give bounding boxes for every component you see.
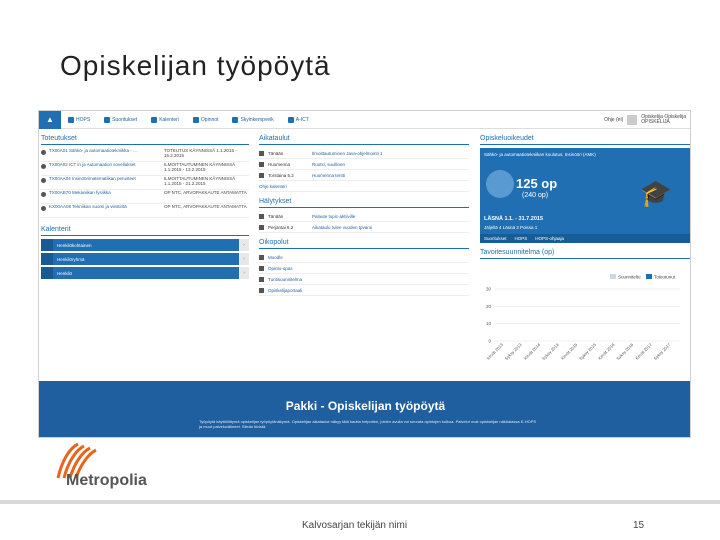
link-suoritukset[interactable]: Suoritukset xyxy=(484,236,507,241)
oikopolut-title: Oikopolut xyxy=(259,239,469,249)
y-tick-label: 0 xyxy=(488,338,491,344)
x-tick-label: Kevät 2016 xyxy=(597,342,616,361)
list-item[interactable]: Huomenna Ruotsi, suullinen xyxy=(259,159,469,170)
footer-rule xyxy=(0,500,720,504)
page-number: 15 xyxy=(633,520,645,531)
link-hops[interactable]: HOPS xyxy=(514,236,528,241)
shortcut-link[interactable]: Moodle xyxy=(259,252,469,263)
logo-text: Metropolia xyxy=(66,472,147,489)
x-tick-label: Syksy 2013 xyxy=(503,342,523,362)
list-icon xyxy=(259,214,264,219)
nav-item-hops[interactable]: HOPS xyxy=(61,111,97,129)
legend-swatch xyxy=(646,274,652,279)
nav-item-ict[interactable]: A-ICT xyxy=(281,111,316,129)
banner-body: Työpöytä käyttöliittymä opiskelijan työpöytänäkymä. Opiskelijan aikataulut näkyy tätä kautta helpoiten, joiden avulla voi seurata opintojen kulkua. Palvelut ovat opiskelijan näköalassa E-HOPS ja muut palveluvälineet. Sileän tiivistä. xyxy=(199,419,537,429)
user-icon xyxy=(288,117,294,123)
avatar xyxy=(627,115,637,125)
chevron-right-icon: › xyxy=(239,267,249,279)
link-icon xyxy=(259,255,264,260)
x-tick-label: Kevät 2013 xyxy=(485,342,505,361)
y-tick-label: 10 xyxy=(485,321,491,327)
author-name: Kalvosarjan tekijän nimi xyxy=(302,520,408,531)
x-tick-label: Kevät 2017 xyxy=(634,342,653,361)
calendar-icon xyxy=(259,173,264,178)
graduation-cap-icon: 🎓 xyxy=(639,178,672,208)
link-hops-ohjaaja[interactable]: HOPS-ohjaaja xyxy=(535,236,565,241)
y-tick-label: 20 xyxy=(485,303,491,309)
bar-chart-icon xyxy=(104,117,110,123)
list-item[interactable]: Tänään Ilmoittautuminen Java-ohjelmointi 1 xyxy=(259,148,469,159)
list-item[interactable]: KX00AA08 Tekniikan suomi ja viestintä OP NTC, ARVOPAKKAUTE ANTAMATTA xyxy=(41,204,249,218)
list-item[interactable]: Torstaina 5.2 Huomenna tentti xyxy=(259,170,469,181)
flag-icon xyxy=(232,117,238,123)
attendance-period: LÄSNÄ 1.1. - 31.7.2015 xyxy=(484,216,544,222)
user-role: OPISKELIJA xyxy=(641,118,670,125)
list-icon xyxy=(68,117,74,123)
calendar-button[interactable]: Henkilöryhmä › xyxy=(41,253,249,265)
list-item[interactable]: TX00AB70 Mekaniikan fysiikka OP NTC, ARVOPAKKAUTE ANTAMATTA xyxy=(41,190,249,204)
group-icon xyxy=(41,253,53,265)
book-icon xyxy=(41,267,53,279)
info-banner xyxy=(39,381,691,438)
legend-swatch xyxy=(610,274,616,279)
user-menu[interactable] xyxy=(604,115,691,125)
halytykset-title: Hälytykset xyxy=(259,198,469,208)
x-tick-label: Syksy 2014 xyxy=(540,342,560,362)
help-link[interactable]: Ohje (ei) xyxy=(604,116,624,123)
chevron-right-icon: › xyxy=(239,239,249,251)
student-card-links xyxy=(480,234,690,243)
user-name: Opiskelija Opiskelija xyxy=(641,113,686,120)
legend-label: Suunniteltu xyxy=(618,274,641,280)
attendance-stats: Jäljellä 4 Läsnä 3 Poissa 1 xyxy=(484,225,538,230)
progress-circle xyxy=(486,170,514,198)
x-tick-label: Syksy 2017 xyxy=(652,342,672,362)
toteutukset-title: Toteutukset xyxy=(41,135,249,145)
gear-icon xyxy=(193,117,199,123)
nav-item-flag[interactable]: Skyinkempveik xyxy=(225,111,280,129)
info-icon xyxy=(41,164,46,169)
legend-label: Toteutunut xyxy=(654,274,676,280)
link-icon xyxy=(259,277,264,282)
top-nav xyxy=(39,111,691,129)
info-icon xyxy=(41,150,46,155)
list-item[interactable]: Perjantai 6.2 Aikataulu tulee vuoden tpvaroi xyxy=(259,222,469,233)
list-item[interactable]: TX00A01 Sähkö- ja automaatiotekniikka - ... TOTEUTUS KÄYNNISSÄ 1.1.2015 - 15.2.2015 xyxy=(41,148,249,162)
info-icon xyxy=(41,178,46,183)
list-item[interactable]: TX00A02 ICT in ja Automaation sovellukset ILMOITTAUTUMINEN KÄYNNISSÄ 1.1.2015 - 13.2.2015 xyxy=(41,162,249,176)
nav-item-opinnot[interactable]: Opinnot xyxy=(186,111,226,129)
x-tick-label: Kevät 2014 xyxy=(522,342,542,361)
more-calendar-link[interactable]: Ohje kalenteri xyxy=(259,181,469,192)
screenshot-frame xyxy=(38,110,691,438)
program-name: Sähkö- ja automaatiotekniikan koulutus, Insinööri (AMK) xyxy=(484,152,596,157)
chat-icon xyxy=(41,192,46,197)
nav-item-kalenteri[interactable]: Kalenteri xyxy=(144,111,186,129)
shortcut-link[interactable]: Opiskelijaportaali xyxy=(259,285,469,296)
link-icon xyxy=(259,266,264,271)
calendar-button[interactable]: Henkilö › xyxy=(41,267,249,279)
calendar-icon xyxy=(259,151,264,156)
left-column xyxy=(41,135,249,281)
student-card xyxy=(480,148,690,243)
middle-column xyxy=(259,135,469,296)
y-tick-label: 30 xyxy=(485,286,491,292)
calendar-button[interactable]: Henkilökohtainen › xyxy=(41,239,249,251)
banner-title: Pakki - Opiskelijan työpöytä xyxy=(285,399,446,413)
calendar-icon xyxy=(259,162,264,167)
x-tick-label: Syksy 2015 xyxy=(578,342,598,362)
list-item[interactable]: TX00AA04 Insinöörimatematiikan perusteet ILMOITTAUTUMINEN KÄYNNISSÄ 1.1.2015 - 21.2.2015 xyxy=(41,176,249,190)
x-tick-label: Syksy 2016 xyxy=(615,342,635,362)
aikataulut-title: Aikataulut xyxy=(259,135,469,145)
user-icon xyxy=(41,239,53,251)
kalenterit-title: Kalenterit xyxy=(41,226,249,236)
calendar-icon xyxy=(151,117,157,123)
link-icon xyxy=(259,288,264,293)
shortcut-link[interactable]: Opinto-opas xyxy=(259,263,469,274)
chat-icon xyxy=(41,206,46,211)
home-icon[interactable]: ▲ xyxy=(39,111,61,129)
shortcut-link[interactable]: Tuntisuunnitelma xyxy=(259,274,469,285)
credits-total: (240 op) xyxy=(522,192,549,199)
x-tick-label: Kevät 2015 xyxy=(559,342,579,361)
right-column xyxy=(480,135,690,262)
list-icon xyxy=(259,225,264,230)
slide-title: Opiskelijan työpöytä xyxy=(60,50,331,81)
tavoite-title: Tavoitesuunnitelma (op) xyxy=(480,249,690,259)
tavoite-chart xyxy=(480,271,685,381)
list-item[interactable]: Tänään Palaute topic-aktiiville xyxy=(259,211,469,222)
opiskeluoikeudet-title: Opiskeluoikeudet xyxy=(480,135,690,145)
chevron-right-icon: › xyxy=(239,253,249,265)
nav-item-suoritukset[interactable]: Suoritukset xyxy=(97,111,144,129)
credits-value: 125 op xyxy=(516,176,558,191)
